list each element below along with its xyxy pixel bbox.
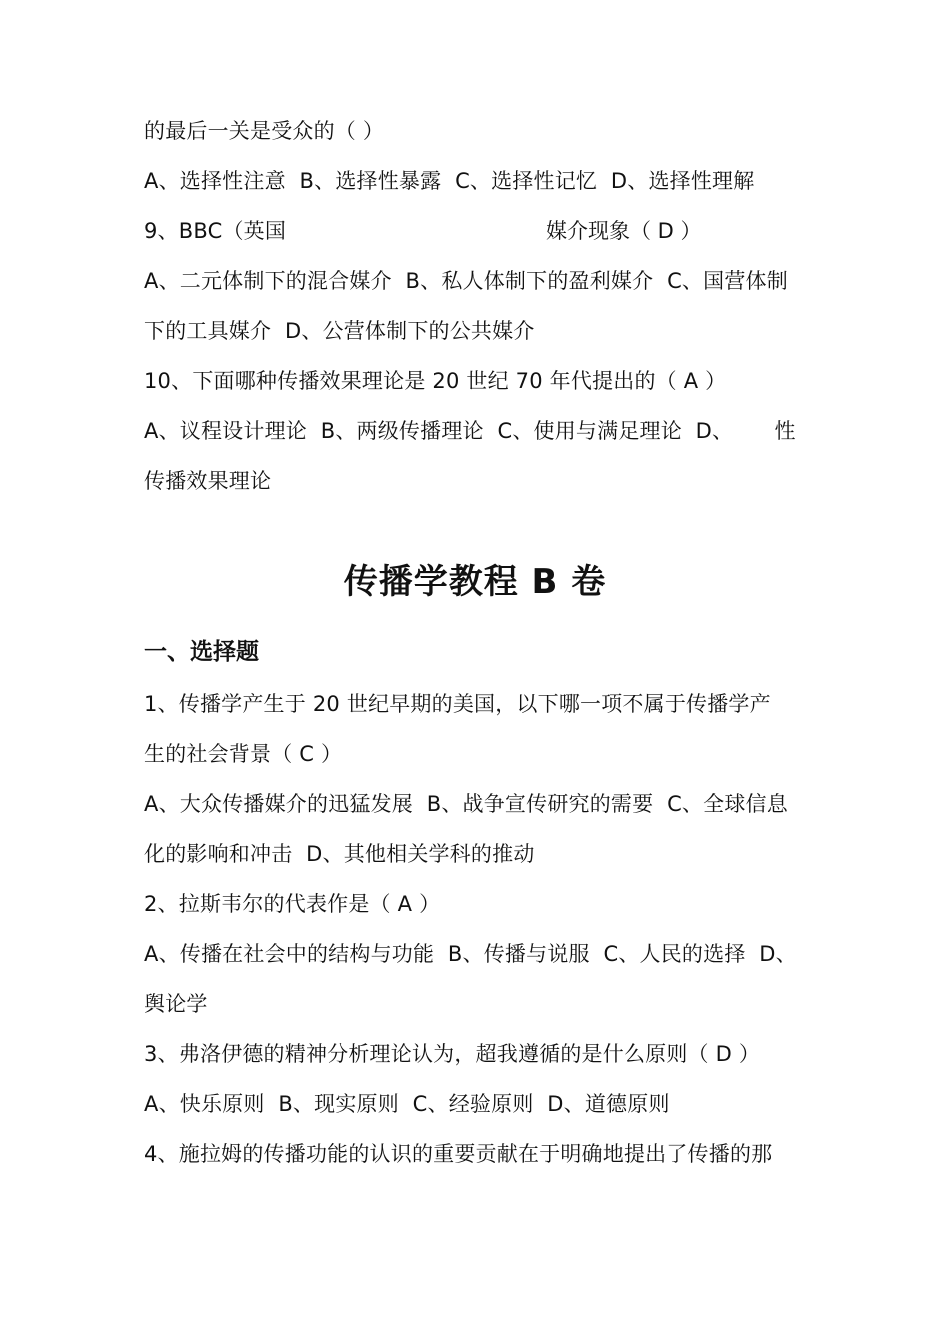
question-line: A、快乐原则 B、现实原则 C、经验原则 D、道德原则 (144, 1092, 670, 1116)
question-line: A、传播在社会中的结构与功能 B、传播与说服 C、人民的选择 D、 (144, 942, 797, 966)
text-line: 下的工具媒介 D、公营体制下的公共媒介 (144, 319, 535, 343)
question-line: 生的社会背景（ C ） (144, 742, 343, 766)
question-line: 2、拉斯韦尔的代表作是（ A ） (144, 892, 441, 916)
text-line: A、二元体制下的混合媒介 B、私人体制下的盈利媒介 C、国营体制 (144, 269, 788, 293)
question-line: 1、传播学产生于 20 世纪早期的美国，以下哪一项不属于传播学产 (144, 692, 771, 716)
question-line: 舆论学 (144, 992, 208, 1016)
text-line: 9、BBC（英国 (144, 219, 287, 243)
text-line: 10、下面哪种传播效果理论是 20 世纪 70 年代提出的（ A ） (144, 369, 727, 393)
text-line: A、选择性注意 B、选择性暴露 C、选择性记忆 D、选择性理解 (144, 169, 755, 193)
text-line: 媒介现象（ D ） (546, 219, 702, 243)
text-line: 传播效果理论 (144, 469, 272, 493)
document-title: 传播学教程 B 卷 (343, 562, 607, 602)
question-line: 化的影响和冲击 D、其他相关学科的推动 (144, 842, 535, 866)
question-line: A、大众传播媒介的迅猛发展 B、战争宣传研究的需要 C、全球信息 (144, 792, 788, 816)
section-heading: 一、选择题 (144, 639, 259, 665)
question-line: 3、弗洛伊德的精神分析理论认为，超我遵循的是什么原则（ D ） (144, 1042, 761, 1066)
question-line: 4、施拉姆的传播功能的认识的重要贡献在于明确地提出了传播的那 (144, 1142, 773, 1166)
text-line: 的最后一关是受众的（ ） (144, 119, 385, 143)
text-line: A、议程设计理论 B、两级传播理论 C、使用与满足理论 D、 性 (144, 419, 796, 443)
